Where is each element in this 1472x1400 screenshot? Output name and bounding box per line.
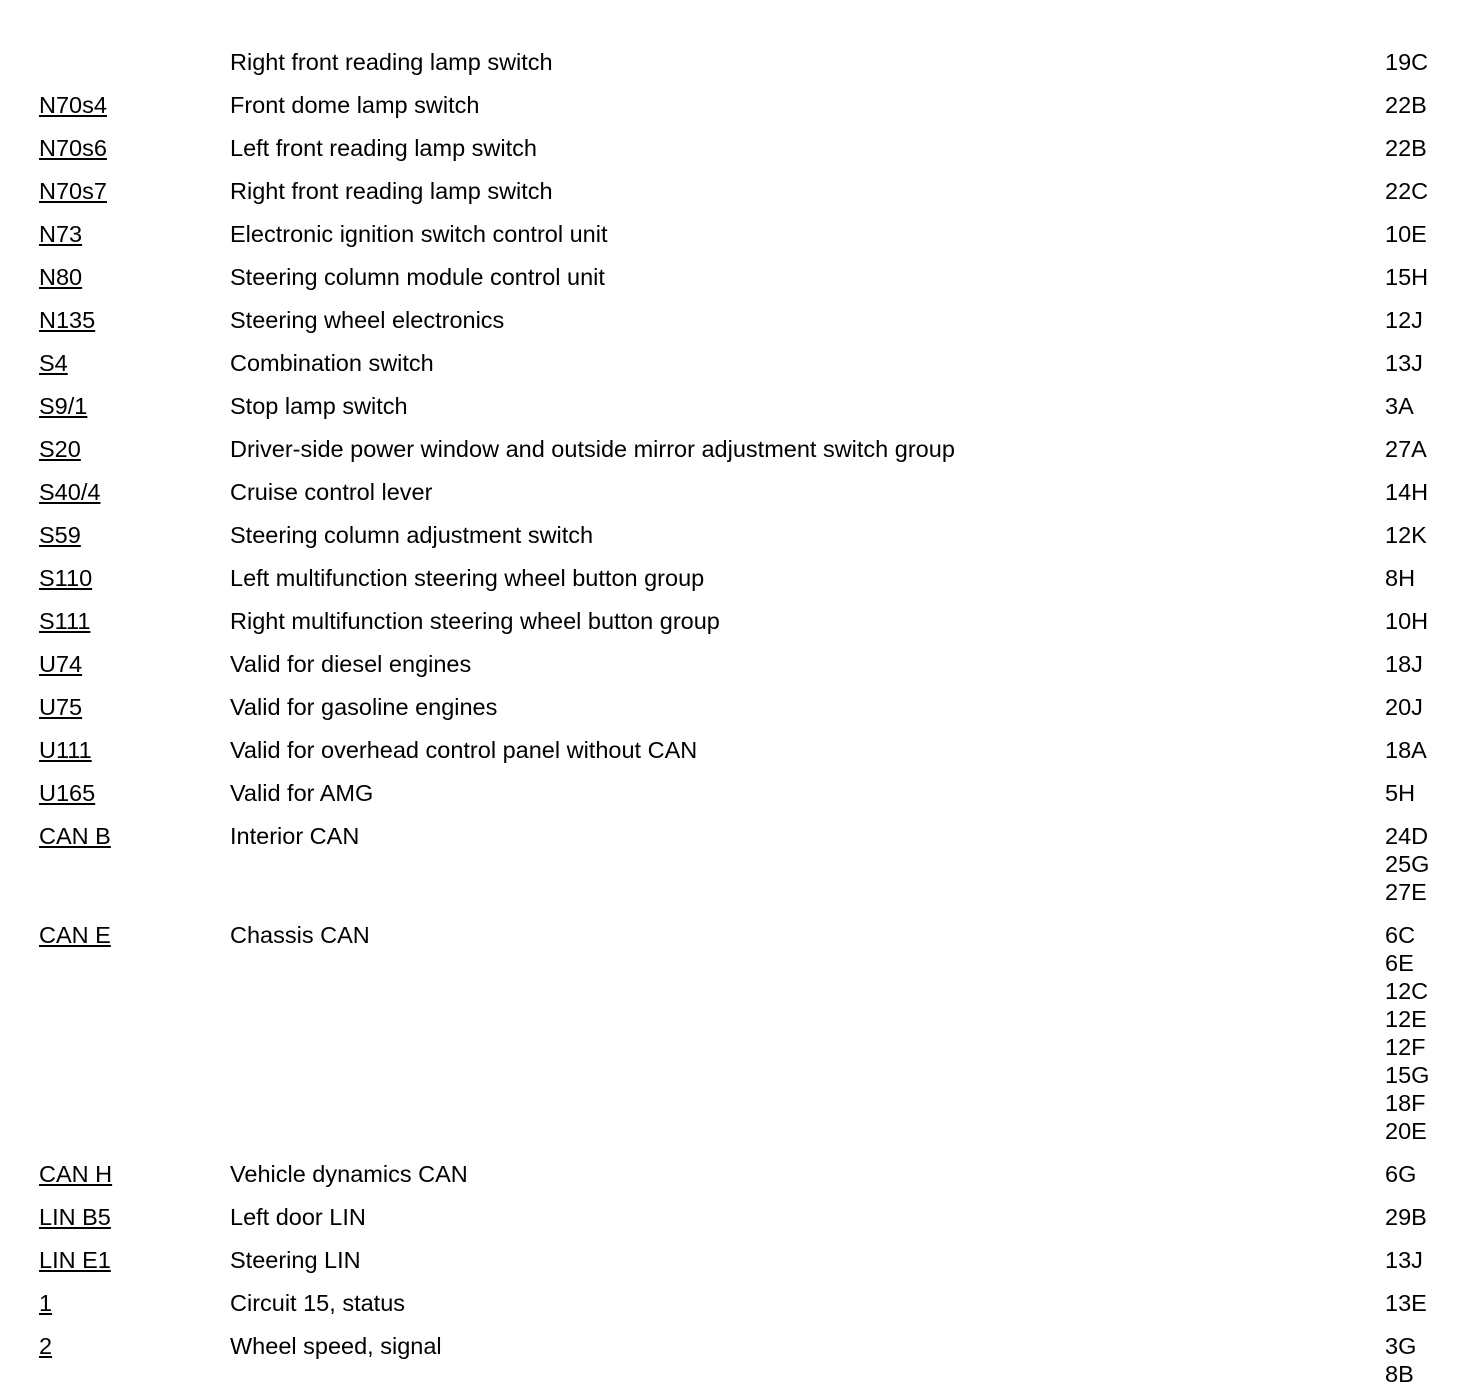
grid-reference-list <box>1385 1160 1472 1188</box>
grid-reference: 22C <box>1385 178 1429 204</box>
component-code-link[interactable]: S111 <box>39 608 91 634</box>
legend-row <box>0 346 1472 389</box>
grid-reference: 15H <box>1385 264 1429 290</box>
legend-row <box>0 1200 1472 1243</box>
component-description: Left front reading lamp switch <box>230 135 537 161</box>
grid-reference-list <box>1385 392 1472 420</box>
grid-reference: 5H <box>1385 780 1416 806</box>
component-description: Steering LIN <box>230 1247 361 1273</box>
legend-row <box>0 1286 1472 1329</box>
legend-row <box>0 776 1472 819</box>
grid-reference: 14H <box>1385 479 1429 505</box>
grid-reference-list <box>1385 478 1472 506</box>
grid-reference: 29B <box>1385 1204 1427 1230</box>
component-code-link[interactable]: 2 <box>39 1333 53 1359</box>
grid-reference-list <box>1385 564 1472 592</box>
component-description: Electronic ignition switch control unit <box>230 221 608 247</box>
grid-reference: 27E <box>1385 879 1427 905</box>
grid-reference: 3G <box>1385 1333 1417 1359</box>
component-description: Left door LIN <box>230 1204 366 1230</box>
grid-reference: 8H <box>1385 565 1416 591</box>
grid-reference-list <box>1385 91 1472 119</box>
component-description: Right front reading lamp switch <box>230 178 553 204</box>
component-description: Valid for gasoline engines <box>230 694 498 720</box>
grid-reference-list <box>1385 650 1472 678</box>
grid-reference: 22B <box>1385 92 1427 118</box>
grid-reference-list <box>1385 736 1472 764</box>
component-code-link[interactable]: N135 <box>39 307 96 333</box>
grid-reference: 19C <box>1385 49 1429 75</box>
grid-reference: 8B <box>1385 1361 1414 1387</box>
grid-reference: 15G <box>1385 1062 1430 1088</box>
legend-row <box>0 217 1472 260</box>
component-code-link[interactable]: S9/1 <box>39 393 88 419</box>
component-description: Front dome lamp switch <box>230 92 480 118</box>
component-description: Valid for diesel engines <box>230 651 472 677</box>
grid-reference: 6G <box>1385 1161 1417 1187</box>
grid-reference-list <box>1385 1289 1472 1317</box>
component-code-link[interactable]: U74 <box>39 651 83 677</box>
legend-row <box>0 819 1472 918</box>
component-code-link[interactable]: N70s7 <box>39 178 107 204</box>
grid-reference: 22B <box>1385 135 1427 161</box>
grid-reference: 6C <box>1385 922 1416 948</box>
legend-row <box>0 733 1472 776</box>
grid-reference-list <box>1385 607 1472 635</box>
grid-reference-list <box>1385 521 1472 549</box>
component-description: Left multifunction steering wheel button group <box>230 565 705 591</box>
grid-reference-list <box>1385 48 1472 76</box>
component-description: Vehicle dynamics CAN <box>230 1161 468 1187</box>
grid-reference-list <box>1385 349 1472 377</box>
grid-reference: 18A <box>1385 737 1427 763</box>
component-description: Valid for overhead control panel without CAN <box>230 737 698 763</box>
grid-reference: 12F <box>1385 1034 1426 1060</box>
grid-reference: 20E <box>1385 1118 1427 1144</box>
component-description: Wheel speed, signal <box>230 1333 442 1359</box>
component-description: Right front reading lamp switch <box>230 49 553 75</box>
component-description: Steering column module control unit <box>230 264 605 290</box>
grid-reference: 18J <box>1385 651 1423 677</box>
component-description: Driver-side power window and outside mirror adjustment switch group <box>230 436 955 462</box>
component-code-link[interactable]: CAN E <box>39 922 111 948</box>
component-description: Chassis CAN <box>230 922 370 948</box>
legend-row <box>0 260 1472 303</box>
component-code-link[interactable]: N80 <box>39 264 83 290</box>
component-description: Steering column adjustment switch <box>230 522 594 548</box>
grid-reference: 18F <box>1385 1090 1426 1116</box>
legend-row <box>0 131 1472 174</box>
component-code-link[interactable]: N70s4 <box>39 92 107 118</box>
grid-reference-list <box>1385 693 1472 721</box>
component-code-link[interactable]: S110 <box>39 565 93 591</box>
legend-row <box>0 303 1472 346</box>
legend-row <box>0 45 1472 88</box>
grid-reference: 12C <box>1385 978 1429 1004</box>
grid-reference: 24D <box>1385 823 1429 849</box>
grid-reference: 13E <box>1385 1290 1427 1316</box>
legend-row <box>0 389 1472 432</box>
legend-row <box>0 475 1472 518</box>
component-description: Steering wheel electronics <box>230 307 505 333</box>
component-code-link[interactable]: S20 <box>39 436 81 462</box>
component-description: Right multifunction steering wheel button group <box>230 608 720 634</box>
grid-reference-list <box>1385 1246 1472 1274</box>
component-code-link[interactable]: N73 <box>39 221 83 247</box>
grid-reference: 6E <box>1385 950 1414 976</box>
grid-reference: 20J <box>1385 694 1423 720</box>
legend-row <box>0 690 1472 733</box>
grid-reference-list <box>1385 306 1472 334</box>
legend-row <box>0 918 1472 1157</box>
component-code-link[interactable]: S59 <box>39 522 81 548</box>
component-description: Cruise control lever <box>230 479 433 505</box>
grid-reference: 13J <box>1385 1247 1423 1273</box>
grid-reference: 10E <box>1385 221 1427 247</box>
grid-reference-list <box>1385 779 1472 807</box>
component-code-link[interactable]: CAN H <box>39 1161 113 1187</box>
grid-reference-list <box>1385 435 1472 463</box>
component-code-link[interactable]: U165 <box>39 780 96 806</box>
legend-row <box>0 174 1472 217</box>
grid-reference: 25G <box>1385 851 1430 877</box>
grid-reference-list <box>1385 921 1472 1145</box>
grid-reference-list <box>1385 1203 1472 1231</box>
grid-reference-list <box>1385 263 1472 291</box>
grid-reference: 12E <box>1385 1006 1427 1032</box>
component-code-link[interactable]: U75 <box>39 694 83 720</box>
grid-reference: 12J <box>1385 307 1423 333</box>
grid-reference: 3A <box>1385 393 1414 419</box>
grid-reference: 13J <box>1385 350 1423 376</box>
legend-row <box>0 1157 1472 1200</box>
component-code-link[interactable]: U111 <box>39 737 92 763</box>
legend-row <box>0 1243 1472 1286</box>
legend-row <box>0 561 1472 604</box>
legend-table <box>0 45 1472 1400</box>
component-description: Interior CAN <box>230 823 360 849</box>
component-description: Circuit 15, status <box>230 1290 406 1316</box>
grid-reference-list <box>1385 1332 1472 1388</box>
component-description: Valid for AMG <box>230 780 374 806</box>
grid-reference: 10H <box>1385 608 1429 634</box>
grid-reference-list <box>1385 822 1472 906</box>
legend-row <box>0 1329 1472 1400</box>
grid-reference: 12K <box>1385 522 1427 548</box>
component-code-link[interactable]: 1 <box>39 1290 53 1316</box>
component-code-link[interactable]: LIN E1 <box>39 1247 111 1273</box>
grid-reference-list <box>1385 177 1472 205</box>
grid-reference: 27A <box>1385 436 1427 462</box>
legend-row <box>0 432 1472 475</box>
component-code-link[interactable]: S40/4 <box>39 479 101 505</box>
component-code-link[interactable]: N70s6 <box>39 135 107 161</box>
legend-row <box>0 88 1472 131</box>
component-description: Stop lamp switch <box>230 393 408 419</box>
component-description: Combination switch <box>230 350 434 376</box>
grid-reference-list <box>1385 220 1472 248</box>
legend-row <box>0 647 1472 690</box>
legend-row <box>0 604 1472 647</box>
component-code-link[interactable]: CAN B <box>39 823 111 849</box>
legend-row <box>0 518 1472 561</box>
grid-reference-list <box>1385 134 1472 162</box>
component-code-link[interactable]: S4 <box>39 350 68 376</box>
component-code-link[interactable]: LIN B5 <box>39 1204 111 1230</box>
